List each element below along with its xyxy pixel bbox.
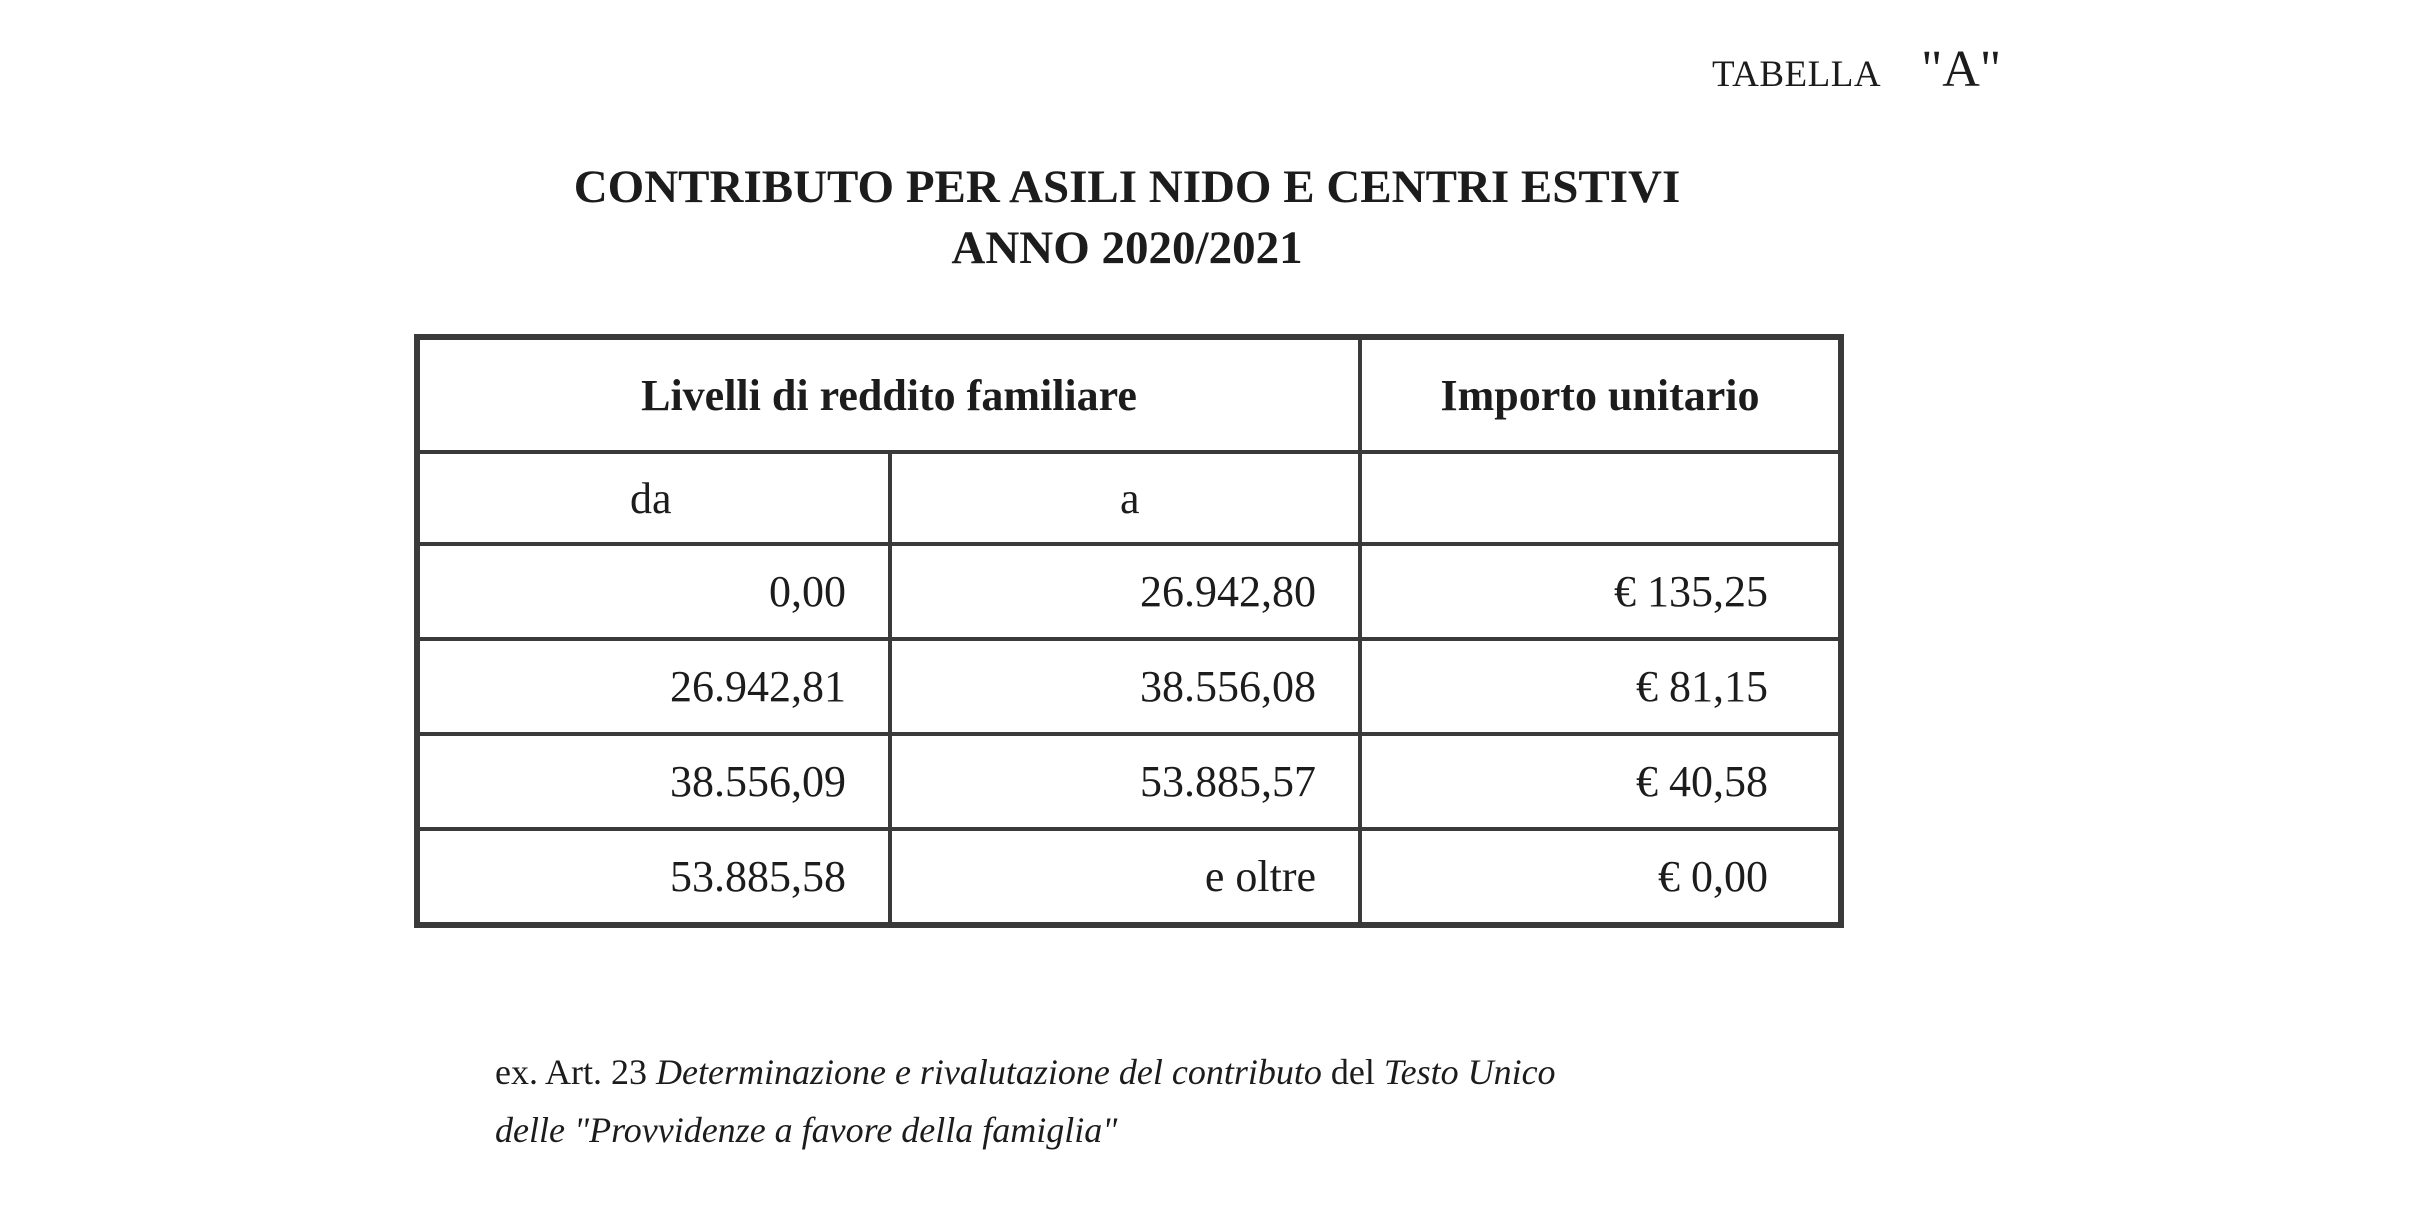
footnote-article: ex. Art. 23 — [495, 1052, 656, 1092]
unit-amount: € 0,00 — [1360, 829, 1841, 925]
tabella-letter: "A" — [1921, 41, 2002, 98]
footnote-article-title: Determinazione e rivalutazione del contributo — [655, 1052, 1322, 1092]
document-title: CONTRIBUTO PER ASILI NIDO E CENTRI ESTIVI — [573, 161, 1681, 213]
subheader-from: da — [417, 452, 890, 544]
table-row — [417, 734, 1841, 829]
header-unit-amount: Importo unitario — [1360, 337, 1841, 452]
unit-amount: € 40,58 — [1360, 734, 1841, 829]
footnote-connector: del — [1321, 1052, 1384, 1092]
table-row — [417, 829, 1841, 925]
footnote-line-2 — [495, 1101, 1556, 1159]
income-from: 38.556,09 — [417, 734, 890, 829]
income-from: 0,00 — [417, 544, 890, 639]
contribution-table — [414, 334, 1844, 928]
footnote-line-1 — [495, 1043, 1556, 1101]
footnote — [495, 1043, 1556, 1159]
income-to: 38.556,08 — [890, 639, 1360, 734]
document-year: ANNO 2020/2021 — [951, 222, 1303, 274]
table-row — [417, 639, 1841, 734]
unit-amount: € 81,15 — [1360, 639, 1841, 734]
subheader-empty — [1360, 452, 1841, 544]
income-to: 26.942,80 — [890, 544, 1360, 639]
tabella-word: TABELLA — [1712, 54, 1882, 95]
income-to: 53.885,57 — [890, 734, 1360, 829]
footnote-source-title: Testo Unico — [1383, 1052, 1556, 1092]
income-from: 26.942,81 — [417, 639, 890, 734]
footnote-source-subtitle: delle "Provvidenze a favore della famiglia" — [495, 1110, 1118, 1150]
table-header-row — [417, 337, 1841, 452]
table-subheader-row — [417, 452, 1841, 544]
unit-amount: € 135,25 — [1360, 544, 1841, 639]
table-label — [1712, 40, 2001, 99]
income-to: e oltre — [890, 829, 1360, 925]
subheader-to: a — [890, 452, 1360, 544]
income-from: 53.885,58 — [417, 829, 890, 925]
header-income-levels: Livelli di reddito familiare — [417, 337, 1360, 452]
table-row — [417, 544, 1841, 639]
